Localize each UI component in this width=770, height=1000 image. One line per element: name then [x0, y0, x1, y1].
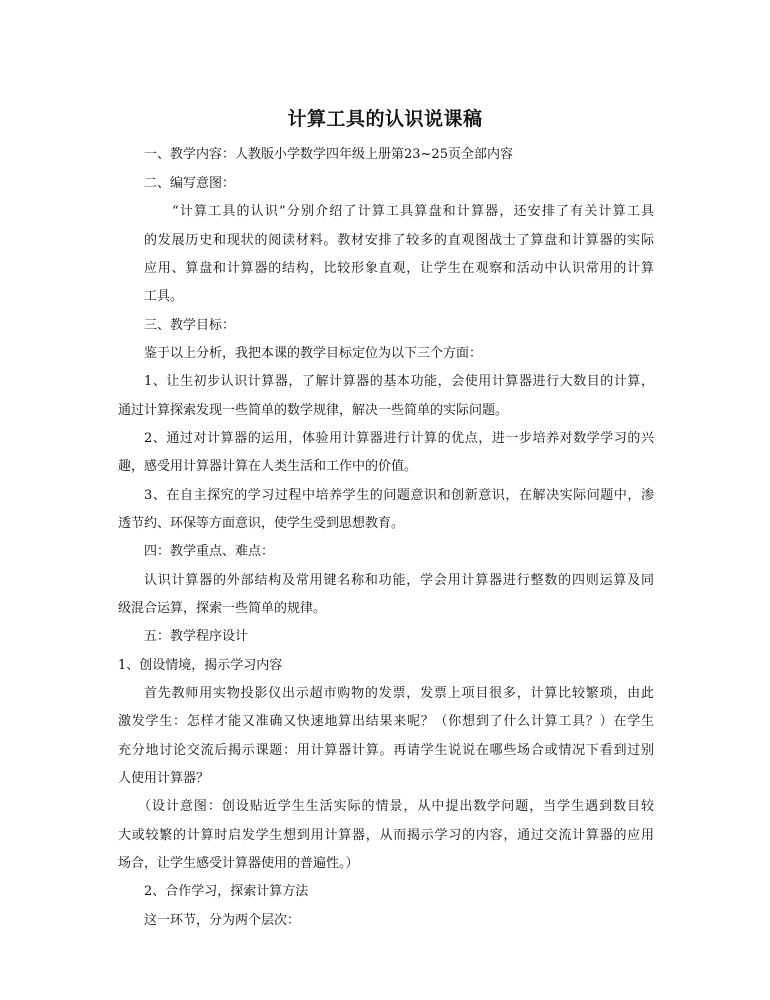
section-heading: 1、创设情境，揭示学习内容: [118, 658, 283, 673]
paragraph-line: 的发展历史和现状的阅读材料。教材安排了较多的直观图战士了算盘和计算器的实际: [144, 233, 654, 248]
paragraph-line: 透节约、环保等方面意识，使学生受到思想教育。: [118, 516, 405, 531]
section-heading: 三、教学目标：: [144, 318, 236, 333]
paragraph-line: 大或较繁的计算时启发学生想到用计算器，从而揭示学习的内容，通过交流计算器的应用: [118, 828, 654, 843]
paragraph-line: 鉴于以上分析，我把本课的教学目标定位为以下三个方面：: [144, 346, 483, 361]
paragraph-line: 充分地讨论交流后揭示课题：用计算器计算。再请学生说说在哪些场合或情况下看到过别: [118, 743, 654, 758]
document-title: 计算工具的认识说课稿: [287, 108, 483, 130]
paragraph-line: 应用、算盘和计算器的结构，比较形象直观，让学生在观察和活动中认识常用的计算: [144, 261, 654, 276]
paragraph-line: 3、在自主探究的学习过程中培养学生的问题意识和创新意识，在解决实际问题中，渗: [144, 488, 654, 503]
paragraph-line: “计算工具的认识”分别介绍了计算工具算盘和计算器，还安排了有关计算工具: [172, 204, 654, 219]
paragraph-line: 工具。: [144, 289, 184, 304]
paragraph-line: 2、通过对计算器的运用，体验用计算器进行计算的优点，进一步培养对数学学习的兴: [144, 431, 654, 446]
paragraph-line: 首先教师用实物投影仪出示超市购物的发票，发票上项目很多，计算比较繁琐，由此: [144, 686, 654, 701]
paragraph-line: 1、让生初步认识计算器，了解计算器的基本功能，会使用计算器进行大数目的计算，: [144, 374, 654, 389]
paragraph-line: 级混合运算，探索一些简单的规律。: [118, 601, 327, 616]
paragraph-line: 场合，让学生感受计算器使用的普遍性。）: [118, 856, 359, 871]
paragraph-line: 一、教学内容：人教版小学数学四年级上册第23~25页全部内容: [144, 147, 513, 162]
section-heading: 二、编写意图：: [144, 176, 236, 191]
paragraph-line: 认识计算器的外部结构及常用键名称和功能，学会用计算器进行整数的四则运算及同: [144, 573, 654, 588]
paragraph-line: 激发学生：怎样才能又准确又快速地算出结果来呢？（你想到了什么计算工具？）在学生: [118, 714, 654, 729]
paragraph-line: 通过计算探索发现一些简单的数学规律，解决一些简单的实际问题。: [118, 403, 509, 418]
section-heading: 五：教学程序设计: [144, 629, 249, 644]
section-heading: 2、合作学习，探索计算方法: [144, 884, 309, 899]
paragraph-line: 人使用计算器？: [118, 771, 210, 786]
section-heading: 四：教学重点、难点：: [144, 544, 275, 559]
paragraph-line: （设计意图：创设贴近学生生活实际的情景，从中提出数学问题，当学生遇到数目较: [138, 799, 654, 814]
paragraph-line: 这一环节，分为两个层次：: [144, 913, 301, 928]
paragraph-line: 趣，感受用计算器计算在人类生活和工作中的价值。: [118, 459, 418, 474]
